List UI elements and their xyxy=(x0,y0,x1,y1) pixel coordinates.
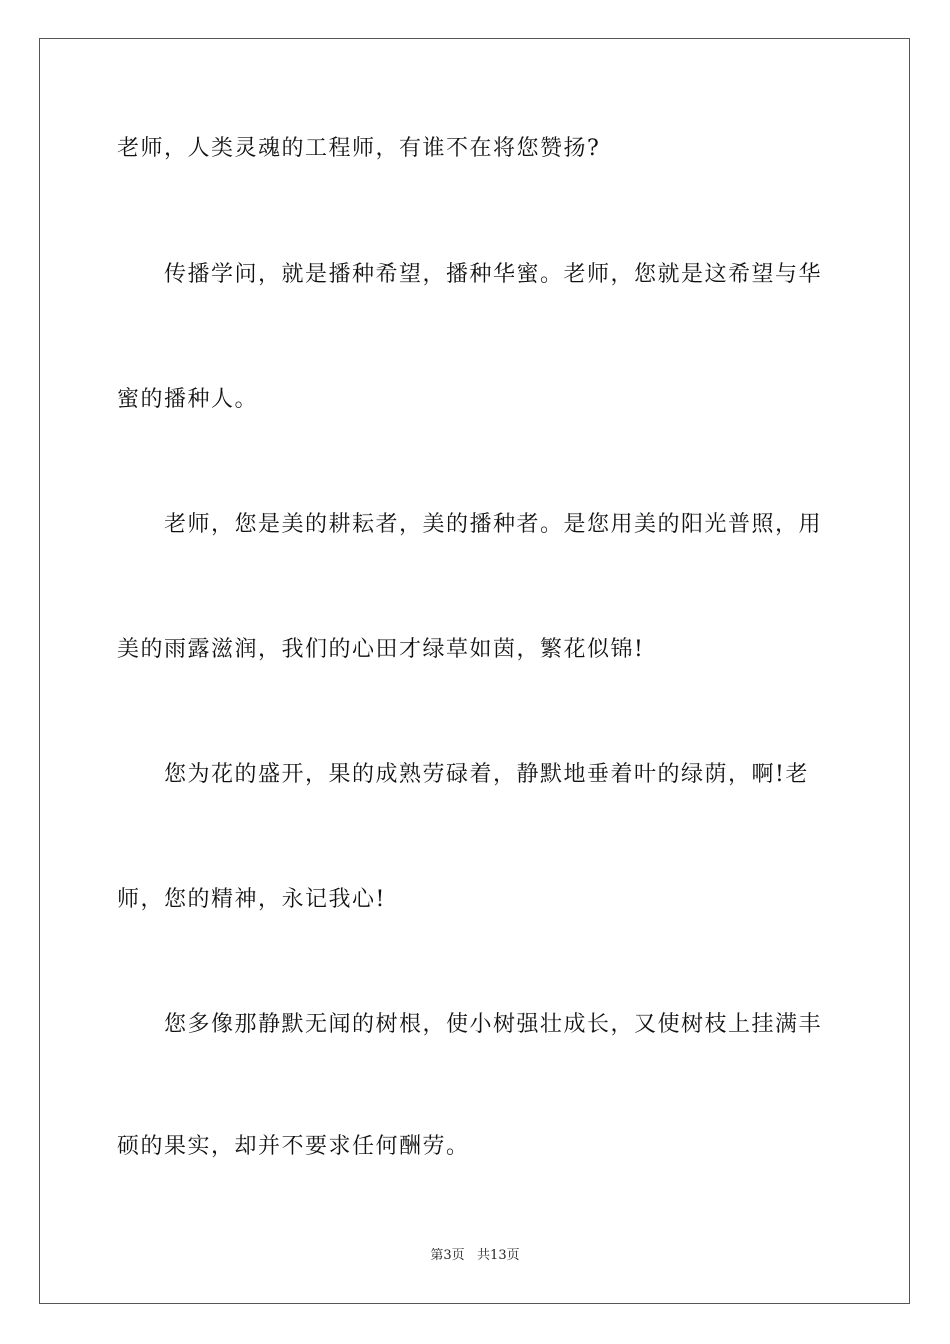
page-border xyxy=(39,38,910,1304)
page-number-footer: 第3页 共13页 xyxy=(430,1248,520,1263)
text-line-8: 您多像那静默无闻的树根，使小树强壮成长，又使树枝上挂满丰 xyxy=(164,1012,823,1037)
text-line-5: 美的雨露滋润，我们的心田才绿草如茵，繁花似锦! xyxy=(117,637,645,662)
text-line-9: 硕的果实，却并不要求任何酬劳。 xyxy=(117,1134,470,1159)
text-line-4: 老师，您是美的耕耘者，美的播种者。是您用美的阳光普照，用 xyxy=(164,512,823,537)
text-line-3: 蜜的播种人。 xyxy=(117,387,259,412)
text-line-6: 您为花的盛开，果的成熟劳碌着，静默地垂着叶的绿荫，啊!老 xyxy=(164,762,809,787)
text-line-1: 老师，人类灵魂的工程师，有谁不在将您赞扬? xyxy=(117,136,601,161)
text-line-7: 师，您的精神，永记我心! xyxy=(117,887,386,912)
text-line-2: 传播学问，就是播种希望，播种华蜜。老师，您就是这希望与华 xyxy=(164,262,823,287)
